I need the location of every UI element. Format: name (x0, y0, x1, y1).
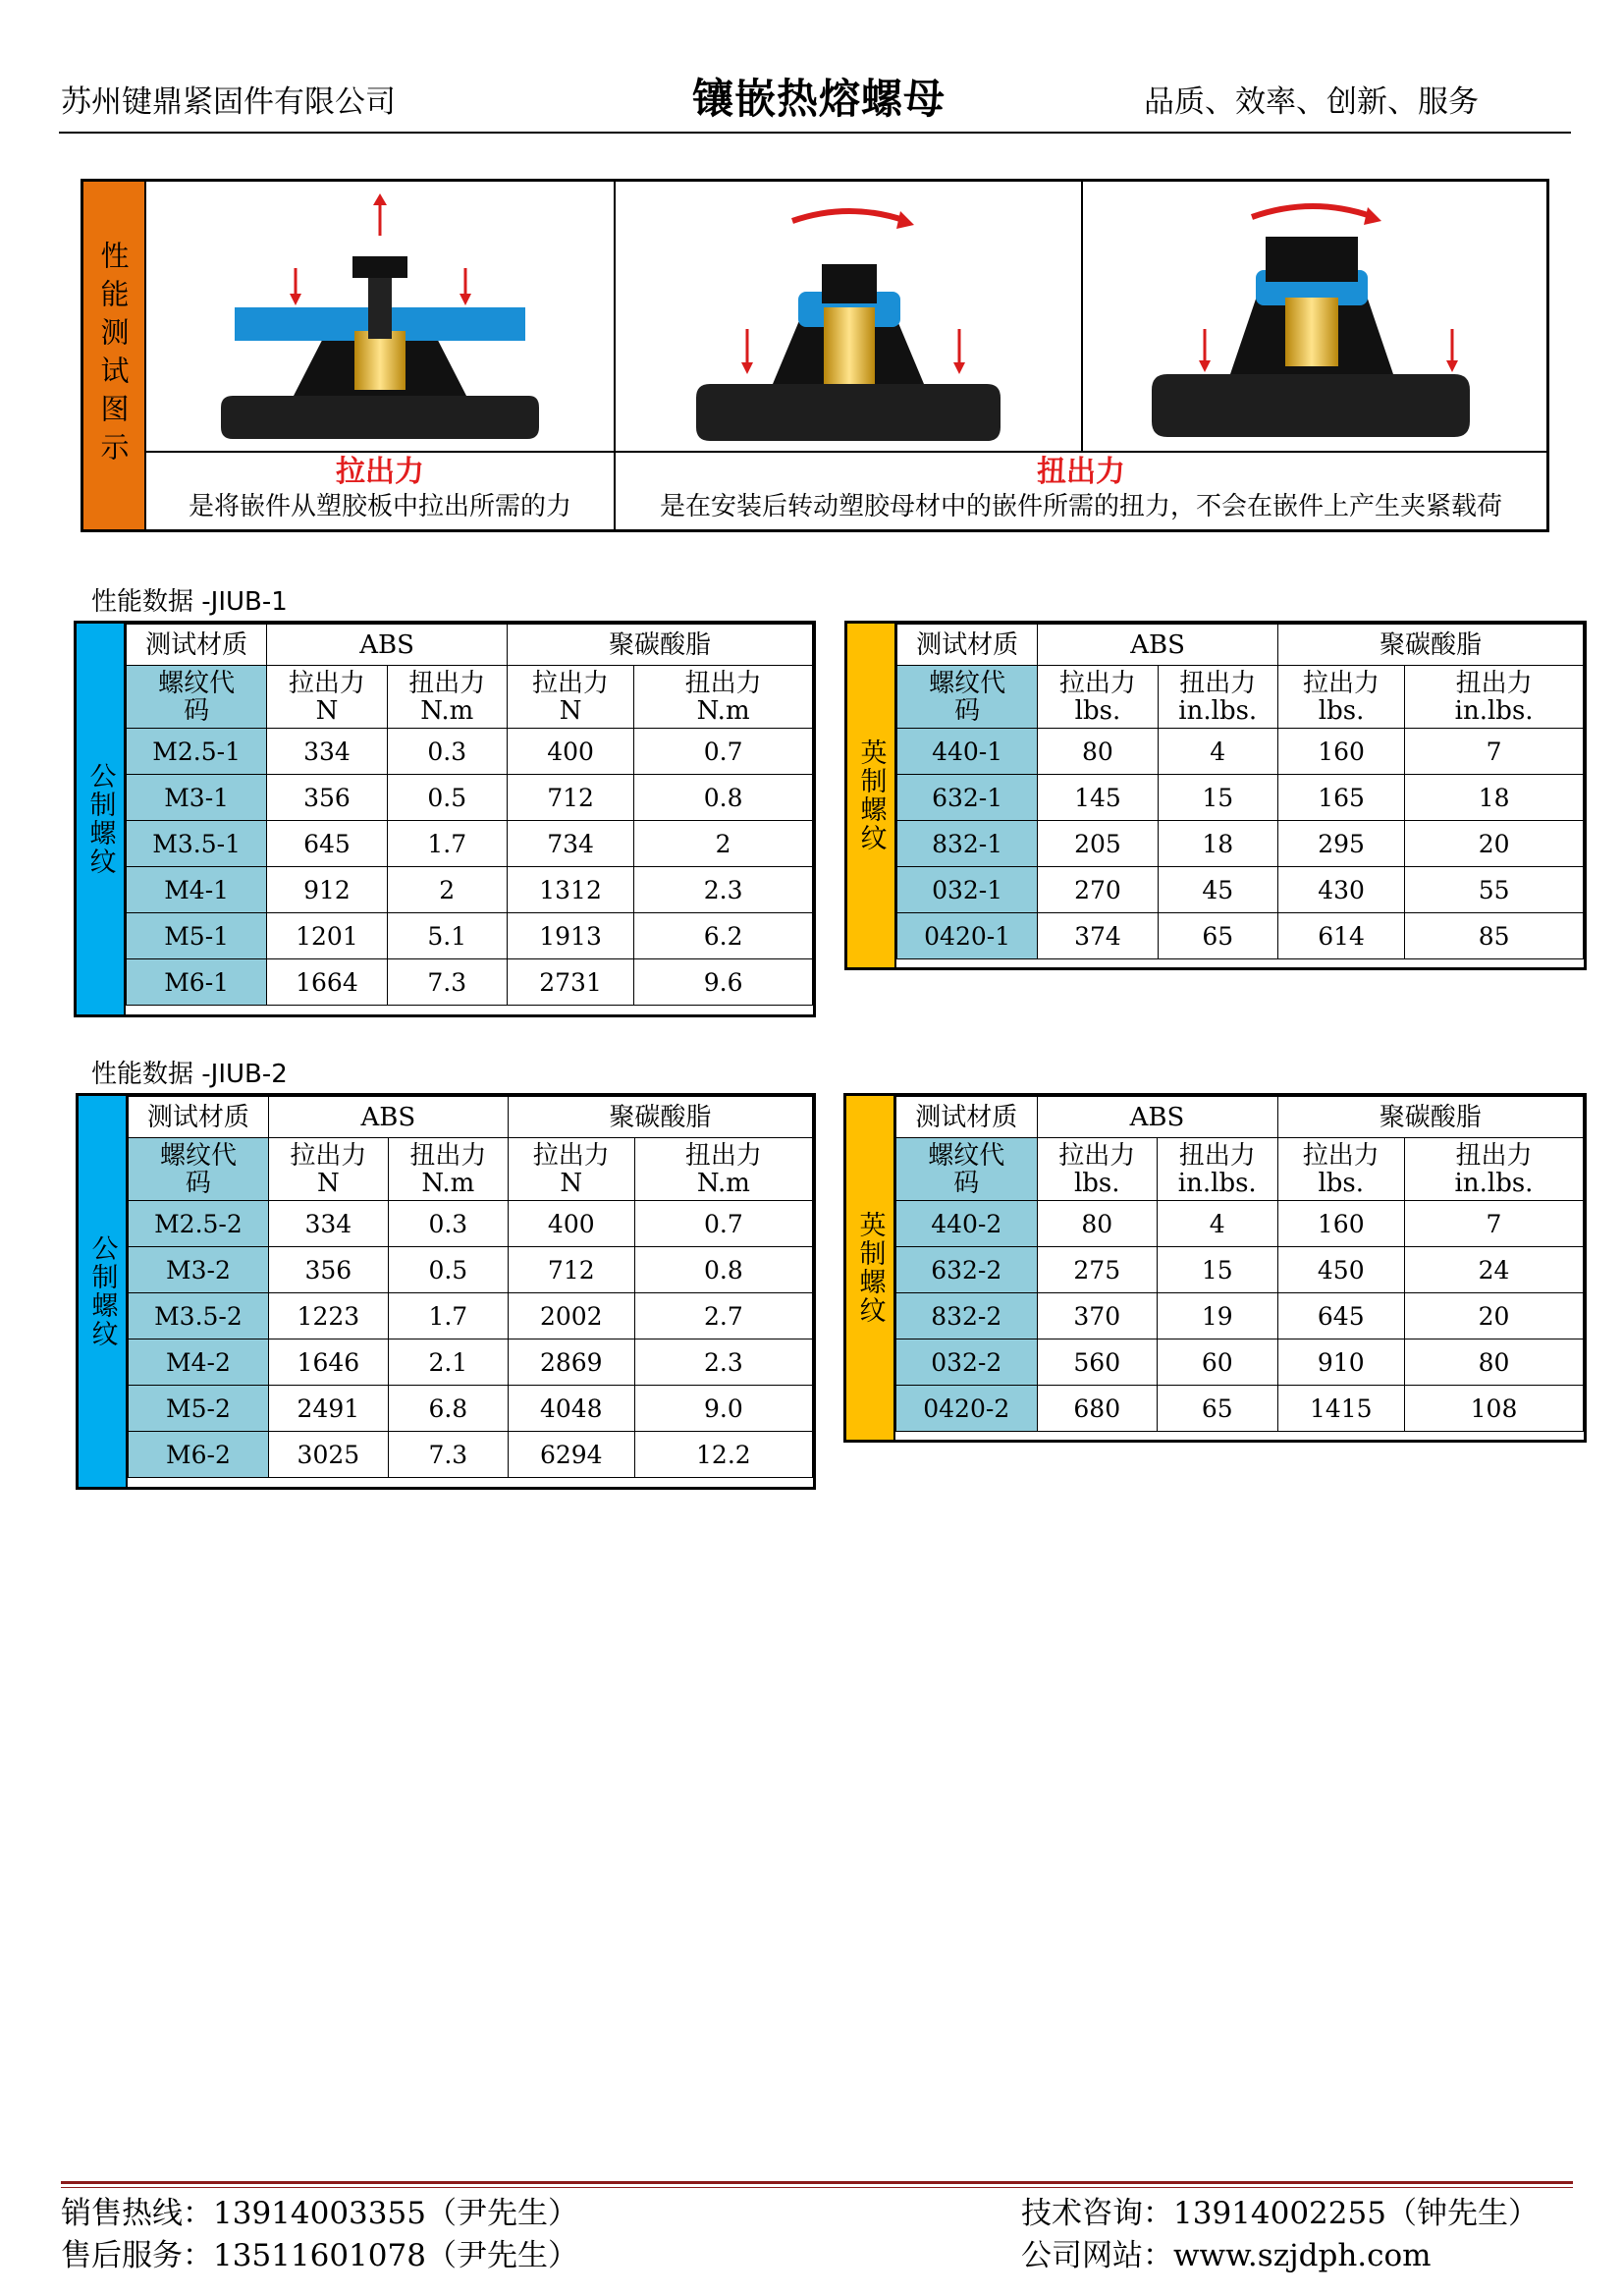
abs-pull-value: 334 (268, 1201, 388, 1247)
abs-torque-value: 0.3 (388, 1201, 508, 1247)
abs-torque-header-label: 扭出力 (408, 668, 486, 698)
thread-code: 440-1 (897, 729, 1038, 775)
pc-pull-value: 400 (507, 729, 633, 775)
table-row (897, 913, 1584, 959)
thread-code: 832-2 (896, 1293, 1038, 1339)
abs-torque-value: 65 (1158, 1386, 1278, 1432)
thread-code: M5-1 (127, 913, 267, 959)
test-material-header: 测试材质 (897, 625, 1038, 666)
abs-header: ABS (268, 1097, 508, 1138)
pc-pull-value: 160 (1277, 1201, 1405, 1247)
thread-type-side-label (77, 624, 126, 1014)
thread-code: 0420-2 (896, 1386, 1038, 1432)
abs-pull-value: 3025 (268, 1432, 388, 1478)
pc-pull-value: 6294 (508, 1432, 634, 1478)
pc-torque-header-label: 扭出力 (684, 668, 762, 698)
abs-torque-value: 0.5 (387, 775, 507, 821)
abs-torque-header (387, 666, 507, 729)
table-row (897, 821, 1584, 867)
thread-code: 832-1 (897, 821, 1038, 867)
thread-code: M6-1 (127, 959, 267, 1006)
pc-pull-value: 450 (1277, 1247, 1405, 1293)
pc-torque-value: 6.2 (634, 913, 813, 959)
pc-torque-value: 85 (1405, 913, 1584, 959)
abs-pull-value: 680 (1037, 1386, 1158, 1432)
abs-pull-value: 912 (267, 867, 387, 913)
abs-pull-header-label: 拉出力 (290, 1140, 367, 1171)
abs-pull-header-unit: N (316, 1168, 340, 1198)
abs-pull-value: 1223 (268, 1293, 388, 1339)
header-divider (59, 132, 1571, 134)
abs-torque-value: 18 (1158, 821, 1277, 867)
table-row (127, 867, 813, 913)
thread-code-header-text: 螺纹代码 (928, 1140, 1005, 1198)
abs-pull-value: 1646 (268, 1339, 388, 1386)
torque-caption (616, 453, 1546, 529)
table-row (129, 1339, 813, 1386)
table-row (129, 1386, 813, 1432)
tech-consult-label: 技术咨询： (1021, 2196, 1173, 2231)
footer-divider (61, 2181, 1573, 2184)
pc-torque-header-unit: in.lbs. (1454, 1168, 1534, 1198)
abs-torque-value: 1.7 (387, 821, 507, 867)
abs-pull-value: 356 (268, 1247, 388, 1293)
abs-torque-header-label: 扭出力 (1179, 668, 1257, 698)
abs-torque-value: 1.7 (388, 1293, 508, 1339)
pc-torque-value: 0.7 (634, 1201, 812, 1247)
abs-pull-header-unit: lbs. (1073, 1168, 1120, 1198)
pc-pull-value: 712 (508, 1247, 634, 1293)
pc-pull-header (508, 1138, 634, 1201)
pc-torque-header-label: 扭出力 (684, 1140, 762, 1171)
pc-torque-value: 9.0 (634, 1386, 812, 1432)
pc-torque-header-unit: N.m (696, 1168, 750, 1198)
table-row (896, 1247, 1584, 1293)
pc-pull-header-unit: lbs. (1318, 695, 1365, 726)
company-name: 苏州键鼎紧固件有限公司 (61, 84, 396, 120)
abs-pull-value: 80 (1037, 1201, 1158, 1247)
thread-code: M4-2 (129, 1339, 269, 1386)
abs-pull-value: 374 (1038, 913, 1158, 959)
abs-pull-value: 205 (1038, 821, 1158, 867)
pc-torque-value: 9.6 (634, 959, 813, 1006)
thread-code: M3.5-1 (127, 821, 267, 867)
pc-pull-value: 734 (507, 821, 633, 867)
table-row (129, 1293, 813, 1339)
tech-consult (1021, 2188, 1539, 2232)
pc-pull-value: 430 (1277, 867, 1404, 913)
pc-torque-value: 0.8 (634, 1247, 812, 1293)
pc-torque-value: 2.3 (634, 867, 813, 913)
thread-code: 032-2 (896, 1339, 1038, 1386)
thread-code: M3-2 (129, 1247, 269, 1293)
page-title: 镶嵌热熔螺母 (692, 75, 947, 123)
pc-torque-value: 7 (1405, 1201, 1584, 1247)
thread-code: M2.5-2 (129, 1201, 269, 1247)
pc-pull-header (507, 666, 633, 729)
table-row (896, 1293, 1584, 1339)
abs-pull-header-unit: lbs. (1074, 695, 1121, 726)
abs-pull-value: 1664 (267, 959, 387, 1006)
abs-torque-header-unit: in.lbs. (1178, 695, 1258, 726)
table-row (127, 821, 813, 867)
abs-pull-header (1038, 666, 1158, 729)
pc-pull-value: 712 (507, 775, 633, 821)
abs-pull-value: 275 (1037, 1247, 1158, 1293)
thread-type-text: 公制螺纹 (86, 1234, 118, 1348)
pc-torque-value: 108 (1405, 1386, 1584, 1432)
pc-pull-value: 2731 (507, 959, 633, 1006)
thread-code: M3.5-2 (129, 1293, 269, 1339)
pc-pull-header-label: 拉出力 (532, 1140, 610, 1171)
perf-data-grid (126, 624, 813, 1006)
abs-header: ABS (267, 625, 508, 666)
table-row (127, 913, 813, 959)
table-row (127, 959, 813, 1006)
abs-torque-value: 5.1 (387, 913, 507, 959)
abs-torque-value: 7.3 (387, 959, 507, 1006)
pc-pull-value: 1415 (1277, 1386, 1405, 1432)
abs-torque-header-unit: in.lbs. (1177, 1168, 1257, 1198)
website-label: 公司网站： (1021, 2238, 1173, 2273)
pc-torque-value: 55 (1405, 867, 1584, 913)
pc-torque-header (634, 666, 813, 729)
abs-torque-value: 15 (1158, 1247, 1278, 1293)
abs-pull-value: 2491 (268, 1386, 388, 1432)
abs-torque-value: 0.3 (387, 729, 507, 775)
pull-out-title: 拉出力 (336, 455, 424, 489)
thread-code: M4-1 (127, 867, 267, 913)
abs-header: ABS (1037, 1097, 1277, 1138)
thread-type-side-label (846, 1096, 895, 1440)
pc-pull-value: 2869 (508, 1339, 634, 1386)
sales-hotline (61, 2188, 578, 2232)
pc-pull-value: 1913 (507, 913, 633, 959)
table-row (129, 1432, 813, 1478)
thread-code-header-text: 螺纹代码 (929, 668, 1006, 726)
table-row (897, 775, 1584, 821)
sales-hotline-value: 13914003355（尹先生） (213, 2196, 578, 2231)
website-value[interactable]: www.szjdph.com (1173, 2238, 1432, 2273)
pc-torque-value: 24 (1405, 1247, 1584, 1293)
pc-pull-value: 910 (1277, 1339, 1405, 1386)
thread-code: 032-1 (897, 867, 1038, 913)
torque-test-illustration-1 (616, 182, 1083, 453)
jiub-1-imperial-table (844, 621, 1587, 970)
abs-torque-value: 7.3 (388, 1432, 508, 1478)
jiub-1-metric-table (74, 621, 816, 1017)
abs-torque-value: 4 (1158, 1201, 1278, 1247)
abs-torque-value: 19 (1158, 1293, 1278, 1339)
abs-pull-value: 560 (1037, 1339, 1158, 1386)
pc-pull-header-label: 拉出力 (1303, 668, 1380, 698)
test-material-header: 测试材质 (896, 1097, 1038, 1138)
perf-test-side-label: 性能测试图示 (83, 182, 146, 529)
pc-pull-value: 160 (1277, 729, 1404, 775)
pull-out-test-illustration (146, 182, 616, 453)
pc-torque-value: 0.7 (634, 729, 813, 775)
pc-pull-header (1277, 1138, 1405, 1201)
pc-pull-header-unit: lbs. (1318, 1168, 1365, 1198)
abs-torque-value: 60 (1158, 1339, 1278, 1386)
abs-pull-value: 145 (1038, 775, 1158, 821)
abs-pull-header (267, 666, 387, 729)
pc-torque-value: 20 (1405, 1293, 1584, 1339)
abs-pull-header (268, 1138, 388, 1201)
company-website (1021, 2230, 1432, 2274)
thread-code-header-text: 螺纹代码 (158, 668, 236, 726)
pc-torque-value: 2.7 (634, 1293, 812, 1339)
pc-torque-value: 12.2 (634, 1432, 812, 1478)
thread-code: M6-2 (129, 1432, 269, 1478)
abs-pull-header-label: 拉出力 (1058, 668, 1136, 698)
after-sales-value: 13511601078（尹先生） (213, 2238, 578, 2273)
torque-title: 扭出力 (1037, 455, 1125, 489)
pc-torque-header-label: 扭出力 (1455, 668, 1533, 698)
abs-torque-value: 2 (387, 867, 507, 913)
thread-code-header (896, 1138, 1038, 1201)
abs-torque-header (1158, 666, 1277, 729)
pc-pull-value: 1312 (507, 867, 633, 913)
polycarbonate-header: 聚碳酸脂 (508, 1097, 812, 1138)
tech-consult-value: 13914002255（钟先生） (1173, 2196, 1539, 2231)
thread-type-text: 公制螺纹 (84, 762, 116, 876)
pc-torque-header-label: 扭出力 (1455, 1140, 1533, 1171)
table-row (896, 1339, 1584, 1386)
pc-torque-header (634, 1138, 812, 1201)
pc-pull-header-label: 拉出力 (1302, 1140, 1380, 1171)
abs-torque-value: 0.5 (388, 1247, 508, 1293)
pc-pull-value: 165 (1277, 775, 1404, 821)
thread-code: M5-2 (129, 1386, 269, 1432)
perf-data-grid (896, 624, 1584, 959)
abs-torque-value: 65 (1158, 913, 1277, 959)
perf-data-grid (895, 1096, 1584, 1432)
thread-code: 0420-1 (897, 913, 1038, 959)
abs-torque-value: 2.1 (388, 1339, 508, 1386)
pc-torque-value: 18 (1405, 775, 1584, 821)
polycarbonate-header: 聚碳酸脂 (1277, 1097, 1584, 1138)
abs-torque-header-unit: N.m (421, 1168, 475, 1198)
thread-code: 632-2 (896, 1247, 1038, 1293)
abs-pull-header-unit: N (315, 695, 339, 726)
pc-torque-value: 0.8 (634, 775, 813, 821)
abs-torque-header (1158, 1138, 1278, 1201)
test-material-header: 测试材质 (129, 1097, 269, 1138)
abs-torque-value: 4 (1158, 729, 1277, 775)
thread-code: M2.5-1 (127, 729, 267, 775)
table-row (896, 1386, 1584, 1432)
abs-header: ABS (1038, 625, 1278, 666)
abs-torque-header-unit: N.m (420, 695, 474, 726)
perf-data-grid (128, 1096, 813, 1478)
abs-pull-value: 270 (1038, 867, 1158, 913)
abs-pull-value: 334 (267, 729, 387, 775)
abs-torque-value: 15 (1158, 775, 1277, 821)
pc-torque-header-unit: N.m (696, 695, 750, 726)
pc-pull-value: 645 (1277, 1293, 1405, 1339)
performance-test-figure (81, 179, 1549, 532)
after-sales-label: 售后服务： (61, 2238, 213, 2273)
polycarbonate-header: 聚碳酸脂 (1277, 625, 1583, 666)
abs-pull-value: 80 (1038, 729, 1158, 775)
pc-torque-value: 2.3 (634, 1339, 812, 1386)
thread-code: 440-2 (896, 1201, 1038, 1247)
pc-pull-header (1277, 666, 1404, 729)
torque-desc: 是在安装后转动塑胶母材中的嵌件所需的扭力，不会在嵌件上产生夹紧载荷 (659, 492, 1502, 521)
pull-out-caption (146, 453, 616, 529)
table-row (127, 775, 813, 821)
abs-pull-value: 370 (1037, 1293, 1158, 1339)
pc-pull-header-unit: N (559, 695, 582, 726)
pull-out-desc: 是将嵌件从塑胶板中拉出所需的力 (188, 492, 571, 521)
abs-pull-header-label: 拉出力 (1058, 1140, 1136, 1171)
pc-pull-header-label: 拉出力 (532, 668, 610, 698)
thread-type-text: 英制螺纹 (854, 1211, 886, 1325)
thread-code-header-text: 螺纹代码 (159, 1140, 237, 1198)
table-row (129, 1247, 813, 1293)
pc-torque-value: 2 (634, 821, 813, 867)
torque-test-illustration-2 (1083, 182, 1546, 453)
thread-type-side-label (847, 624, 896, 967)
thread-code-header (129, 1138, 269, 1201)
jiub-2-metric-table (76, 1093, 816, 1490)
table-row (897, 729, 1584, 775)
abs-pull-header (1037, 1138, 1158, 1201)
table-row (129, 1201, 813, 1247)
table-row (896, 1201, 1584, 1247)
pc-torque-header (1405, 666, 1584, 729)
section-label-jiub-1: 性能数据 -JIUB-1 (91, 587, 288, 617)
thread-code-header (897, 666, 1038, 729)
pc-torque-value: 7 (1405, 729, 1584, 775)
abs-pull-header-label: 拉出力 (288, 668, 365, 698)
polycarbonate-header: 聚碳酸脂 (507, 625, 812, 666)
pc-pull-value: 4048 (508, 1386, 634, 1432)
pc-pull-value: 2002 (508, 1293, 634, 1339)
slogan: 品质、效率、创新、服务 (1144, 84, 1479, 120)
test-material-header: 测试材质 (127, 625, 267, 666)
pc-pull-value: 614 (1277, 913, 1404, 959)
abs-pull-value: 1201 (267, 913, 387, 959)
pc-torque-value: 80 (1405, 1339, 1584, 1386)
thread-code: M3-1 (127, 775, 267, 821)
sales-hotline-label: 销售热线： (61, 2196, 213, 2231)
after-sales (61, 2230, 578, 2274)
thread-type-text: 英制螺纹 (855, 738, 887, 852)
abs-torque-value: 45 (1158, 867, 1277, 913)
pc-torque-value: 20 (1405, 821, 1584, 867)
thread-type-side-label (79, 1096, 128, 1487)
abs-torque-header (388, 1138, 508, 1201)
pc-torque-header (1405, 1138, 1584, 1201)
pc-pull-header-unit: N (560, 1168, 583, 1198)
pc-pull-value: 295 (1277, 821, 1404, 867)
abs-torque-value: 6.8 (388, 1386, 508, 1432)
table-row (127, 729, 813, 775)
jiub-2-imperial-table (843, 1093, 1587, 1443)
thread-code: 632-1 (897, 775, 1038, 821)
pc-pull-value: 400 (508, 1201, 634, 1247)
abs-pull-value: 356 (267, 775, 387, 821)
abs-pull-value: 645 (267, 821, 387, 867)
abs-torque-header-label: 扭出力 (409, 1140, 487, 1171)
thread-code-header (127, 666, 267, 729)
abs-torque-header-label: 扭出力 (1178, 1140, 1256, 1171)
table-row (897, 867, 1584, 913)
pc-torque-header-unit: in.lbs. (1454, 695, 1534, 726)
section-label-jiub-2: 性能数据 -JIUB-2 (91, 1060, 288, 1089)
